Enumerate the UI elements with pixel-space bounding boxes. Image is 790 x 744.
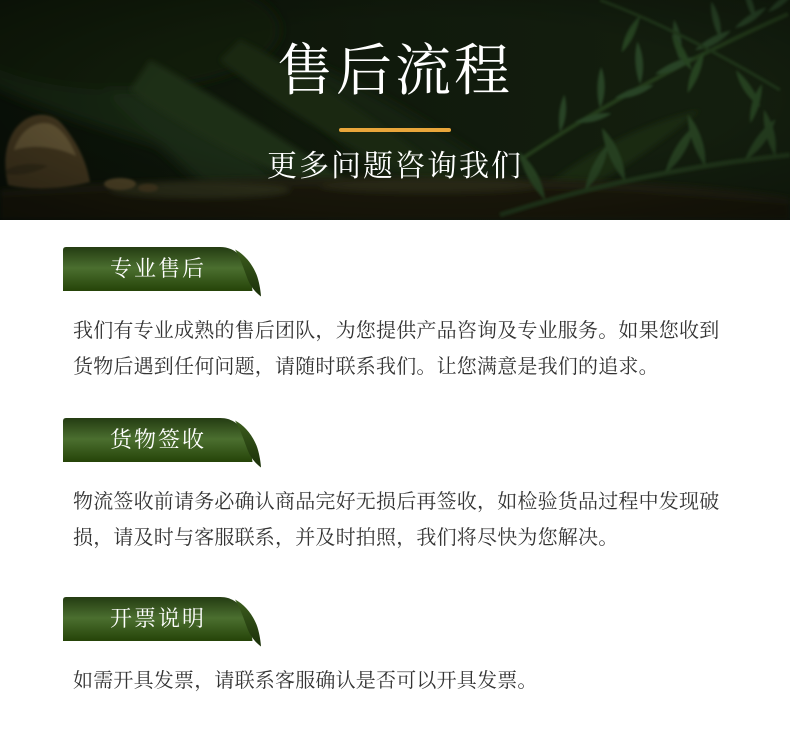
paragraph-line: 物流签收前请务必确认商品完好无损后再签收，如检验货品过程中发现破 [73, 491, 720, 513]
paragraph-line: 损，请及时与客服联系，并及时拍照，我们将尽快为您解决。 [73, 527, 619, 549]
paragraph-line: 我们有专业成熟的售后团队，为您提供产品咨询及专业服务。如果您收到 [73, 320, 720, 342]
hero-banner [0, 0, 790, 220]
section-paragraph [73, 663, 721, 699]
ribbon-label: 开票说明 [109, 606, 206, 631]
page-title: 售后流程 [277, 39, 513, 102]
section-paragraph [73, 313, 721, 385]
hero-subtitle: 更多问题咨询我们 [267, 150, 523, 183]
section-ribbon [63, 597, 269, 649]
section-goods-receipt [73, 418, 721, 556]
aftersales-content [0, 247, 790, 699]
section-ribbon [63, 418, 269, 470]
section-paragraph [73, 484, 721, 556]
ribbon-label: 货物签收 [109, 427, 206, 452]
section-invoice-info [73, 597, 721, 699]
section-professional-aftersales [73, 247, 721, 385]
title-underline [339, 128, 451, 132]
paragraph-line: 如需开具发票，请联系客服确认是否可以开具发票。 [73, 670, 538, 692]
paragraph-line: 货物后遇到任何问题，请随时联系我们。让您满意是我们的追求。 [73, 356, 659, 378]
hero-content [0, 0, 790, 188]
ribbon-label: 专业售后 [109, 256, 206, 281]
section-ribbon [63, 247, 269, 299]
